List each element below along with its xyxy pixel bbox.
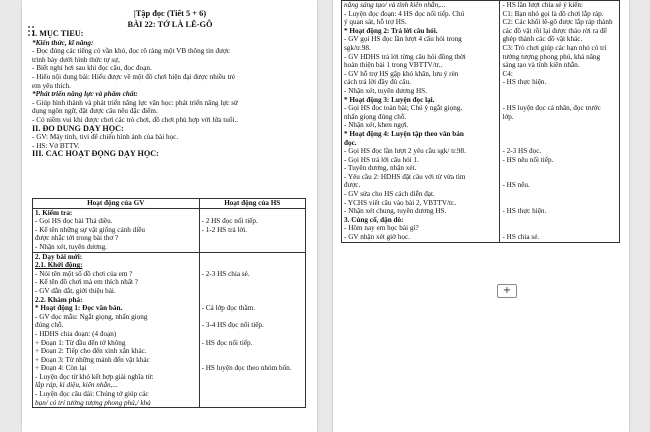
text-line — [502, 190, 617, 199]
text-line: - HS đọc nối tiếp. — [201, 338, 253, 347]
text-line: 1. Kiểm tra: — [35, 208, 73, 217]
text-line: *Phát triển năng lực và phẩm chất: — [32, 90, 138, 99]
text-line: - 2 HS đọc nối tiếp. — [201, 217, 258, 226]
text-line: - Luyện đọc đoạn: 4 HS đọc nối tiếp. Chú — [344, 9, 465, 18]
text-line: * Hoạt động 4: Luyện tập theo văn bản — [344, 129, 464, 138]
hs-cell — [199, 252, 305, 408]
text-line: - Gọi HS đọc lần lượt 2 yêu cầu sgk/ tr.98. — [344, 147, 466, 156]
text-line: - GV HDHS trả lời từng câu hỏi đồng thời — [344, 52, 466, 61]
gv-cell — [342, 1, 500, 243]
text-line — [202, 253, 303, 262]
text-line — [502, 164, 617, 173]
text-line: BÀI 22: TỚ LÀ LÊ-GÔ — [127, 20, 213, 29]
text-line — [202, 330, 303, 339]
text-line: đọc. — [344, 138, 357, 147]
text-line: + Đoạn 1: Từ đầu đến tớ không — [35, 338, 126, 347]
text-line: - HS thực hiện. — [502, 207, 547, 216]
text-line — [202, 261, 303, 270]
header-hs: Hoạt động của HS — [199, 199, 305, 209]
text-line: - Kể tên đồ chơi mà em thích nhất ? — [35, 278, 138, 287]
text-line: III. CÁC HOẠT ĐỘNG DẠY HỌC: — [32, 150, 159, 159]
text-line — [502, 130, 617, 139]
text-line: cách trả lời đầy đủ câu. — [344, 78, 411, 87]
text-line: - HS luyện đọc cá nhân, đọc trước — [502, 104, 601, 113]
text-line: *Kiến thức, kĩ năng: — [32, 38, 94, 47]
text-line: - Tuyên dương, nhận xét. — [344, 164, 417, 173]
text-line: C2: Các khối lê-gô được lắp ráp thành — [502, 18, 613, 27]
text-line: - GV gọi HS đọc lần lượt 4 câu hỏi trong — [344, 35, 462, 44]
text-line — [202, 356, 303, 365]
text-line — [202, 278, 303, 287]
text-line: C3: Trò chơi giúp các bạn nhỏ có trí — [502, 43, 607, 52]
text-line: - GV nhận xét giờ học. — [344, 233, 410, 242]
text-line — [202, 209, 303, 218]
text-line: các đồ vật rồi lại được tháo rời ra để — [502, 26, 607, 35]
text-line: - Có niềm vui khi được chơi các trò chơi, đồ chơi phù hợp với lứa tuổi.. — [32, 115, 239, 124]
text-line: năng sáng tạo/ và tính kiên nhẫn,... — [344, 1, 446, 9]
text-line: bạn/ có trí tưởng tượng phong phú,/ khả — [35, 398, 151, 407]
left-page — [22, 0, 317, 432]
text-line — [202, 296, 303, 305]
text-line — [502, 96, 617, 105]
text-line: - 2-3 HS đọc. — [502, 147, 542, 156]
text-line: - 2-3 HS chia sẻ. — [201, 269, 250, 278]
text-line: 2.2. Khám phá: — [35, 295, 83, 304]
header-gv: Hoạt động của GV — [33, 199, 200, 209]
text-line: - HS nêu. — [502, 181, 530, 190]
text-line: tưởng tượng phong phú, khả năng — [502, 52, 601, 61]
text-line: - Gọi HS đọc bài Thả diều. — [35, 217, 113, 226]
text-line: - Hôm nay em học bài gì? — [344, 224, 419, 233]
text-line: nhấn giọng đúng chỗ. — [344, 112, 407, 121]
text-line: - GV hỗ trợ HS gặp khó khăn, lưu ý rèn — [344, 69, 459, 78]
text-line: - Gọi HS trả lời câu hỏi 1. — [344, 155, 419, 164]
text-line: lớp. — [502, 112, 514, 121]
text-line: ý quan sát, hỗ trợ HS. — [344, 18, 407, 27]
text-line: - 3-4 HS đọc nối tiếp. — [201, 321, 264, 330]
text-line: + Đoạn 2: Tiếp cho đến xinh xắn khác. — [35, 347, 147, 356]
text-line: - Gọi HS đọc toàn bài; Chú ý ngắt giọng, — [344, 104, 463, 113]
text-line: - Nhận xét, tuyên dương HS. — [344, 86, 427, 95]
lesson-header — [32, 8, 308, 159]
text-line: được. — [344, 181, 361, 190]
text-line — [502, 173, 617, 182]
text-line: - HS thực hiện. — [502, 78, 547, 87]
text-line: 2. Dạy bài mới: — [35, 252, 83, 261]
text-line: ghép thành các đồ vật khác. — [502, 35, 583, 44]
text-line: II. ĐỒ DÙNG DẠY HỌC: — [32, 124, 124, 133]
text-line: - GV dẫn dắt, giới thiệu bài. — [35, 286, 116, 295]
text-line: - HS lần lượt chia sẻ ý kiến: — [502, 1, 584, 9]
text-line: - Cả lớp đọc thầm. — [201, 304, 256, 313]
text-line — [502, 121, 617, 130]
text-line: + Đoạn 4: Còn lại — [35, 364, 87, 373]
text-line: * Hoạt động 3: Luyện đọc lại. — [344, 95, 435, 104]
text-line: trình bày dưới hình thức tự sự, — [32, 55, 120, 64]
text-line: đúng chỗ. — [35, 321, 64, 330]
text-line: - Nhận xét, tuyên dương. — [35, 242, 107, 251]
text-line — [502, 224, 617, 233]
text-line: * Hoạt động 1: Đọc văn bản. — [35, 304, 123, 313]
text-line: I. MỤC TIÊU: — [32, 30, 84, 38]
hs-cell — [500, 1, 620, 243]
text-line — [502, 199, 617, 208]
text-line: - HDHS chia đoạn: (4 đoạn) — [35, 329, 117, 338]
text-line: - Nhận xét chung, tuyên dương HS. — [344, 207, 447, 216]
text-line: - 1-2 HS trả lời. — [201, 225, 248, 234]
text-line — [502, 216, 617, 225]
text-line: - Giúp hình thành và phát triển năng lực văn học: phát triển năng lực sử — [32, 98, 238, 107]
text-line: sáng tạo và tính kiên nhẫn. — [502, 61, 580, 70]
text-line: C1: Bạn nhỏ gọi là đồ chơi lắp ráp. — [502, 9, 604, 18]
text-line: được nhắc tới trong bài thơ ? — [35, 234, 119, 243]
text-line — [202, 313, 303, 322]
text-line: - HS chia sẻ. — [502, 233, 540, 242]
activity-table-left — [32, 198, 306, 408]
text-line: - GV: Máy tính, tivi để chiếu hình ảnh của bài học. — [32, 133, 179, 142]
text-line: em yêu thích. — [32, 81, 71, 90]
add-row-button[interactable]: + — [497, 284, 517, 298]
text-line: + Đoạn 3: Từ những mảnh đến vật khác — [35, 355, 150, 364]
text-line: 3. Củng cố, dặn dò: — [344, 215, 404, 224]
text-line: - Đọc đúng các tiếng có vần khó, đọc rõ ràng một VB thông tin được — [32, 47, 230, 56]
text-line — [202, 347, 303, 356]
text-line: C4: — [502, 69, 513, 78]
text-line: - Hiểu nội dung bài: Hiểu được về một đồ chơi hiện đại được nhiều trẻ — [32, 72, 236, 81]
text-line: - GV sửa cho HS cách diễn đạt. — [344, 190, 435, 199]
text-line: - Luyện đọc từ khó kết hợp giải nghĩa từ: — [35, 372, 154, 381]
text-line: - Nhận xét, khen ngợi. — [344, 121, 409, 130]
text-line — [202, 287, 303, 296]
text-line: 2.1. Khởi động: — [35, 261, 83, 270]
text-line: sgk/tr.98. — [344, 43, 371, 52]
text-line: - Luyện đọc câu dài: Chúng tớ giúp các — [35, 390, 149, 399]
gv-cell — [33, 252, 200, 408]
table-row — [342, 1, 620, 243]
activity-table-right — [341, 0, 620, 243]
text-line: - HS nêu nối tiếp. — [502, 155, 554, 164]
text-line: - Nói tên một số đồ chơi của em ? — [35, 269, 133, 278]
table-row — [33, 208, 306, 252]
text-line: * Hoạt động 2: Trả lời câu hỏi. — [344, 26, 438, 35]
right-page — [333, 0, 629, 432]
text-line: hoàn thiện bài 1 trong VBTTV/tr.. — [344, 61, 443, 70]
text-line: - HS: Vở BTTV. — [32, 141, 80, 150]
text-line: - GV đọc mẫu: Ngắt giọng, nhấn giọng — [35, 312, 148, 321]
table-row — [33, 252, 306, 408]
hs-cell — [199, 208, 305, 252]
text-line: - Kể tên những sự vật giống cánh diều — [35, 225, 145, 234]
text-line: lắp ráp, kì diệu, kiên nhẫn,... — [35, 381, 118, 390]
gv-cell — [33, 208, 200, 252]
text-line: - Yêu cầu 2: HDHS đặt câu với từ vừa tìm — [344, 172, 466, 181]
text-line: - HS luyện đọc theo nhóm bốn. — [201, 364, 292, 373]
text-line: - Biết nghỉ hơi sau khi đọc câu, đọc đoạn. — [32, 64, 152, 73]
text-line — [502, 87, 617, 96]
text-line: - YCHS viết câu vào bài 2, VBTTV/tr.. — [344, 198, 457, 207]
text-line — [502, 139, 617, 148]
text-line: |Tập đọc (Tiết 5 + 6) — [133, 9, 207, 18]
text-line: dụng ngôn ngữ, đặt được câu nêu đặc điểm. — [32, 107, 158, 116]
